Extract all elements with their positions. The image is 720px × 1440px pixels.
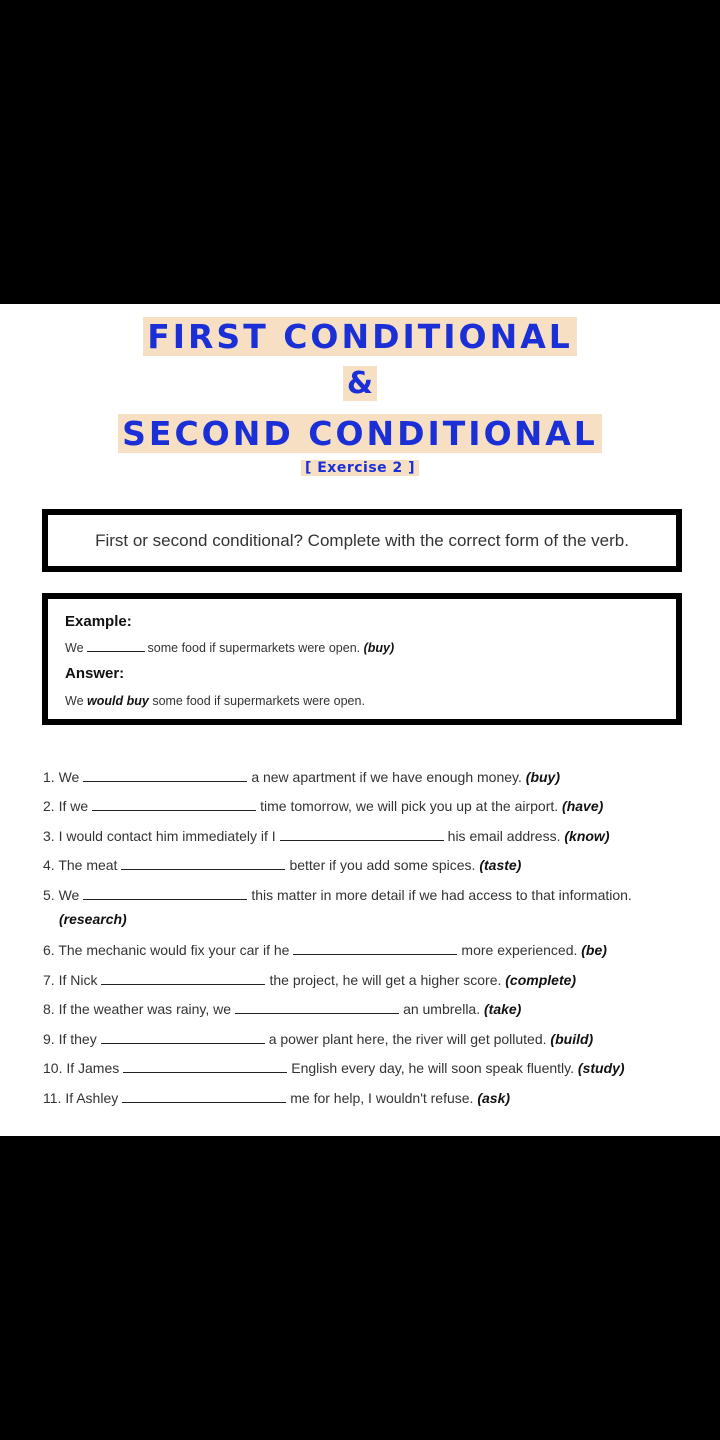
example-label: Example: bbox=[65, 613, 132, 630]
verb-hint: (taste) bbox=[479, 857, 522, 873]
question-text-after: his email address. bbox=[447, 828, 565, 844]
question-text-before: 11. If Ashley bbox=[43, 1090, 119, 1106]
question-text-after: an umbrella. bbox=[403, 1001, 484, 1017]
answer-blank[interactable] bbox=[280, 827, 444, 841]
question-text-before: 3. I would contact him immediately if I bbox=[43, 828, 276, 844]
question-text-before: 5. We bbox=[43, 887, 80, 903]
title-first-conditional: FIRST CONDITIONAL bbox=[0, 318, 720, 356]
verb-hint: (take) bbox=[484, 1001, 522, 1017]
verb-hint: (have) bbox=[562, 798, 604, 814]
answer-blank[interactable] bbox=[235, 1000, 399, 1014]
example-question: We some food if supermarkets were open. (buy) bbox=[65, 641, 395, 655]
question-text-before: 7. If Nick bbox=[43, 972, 98, 988]
question-item bbox=[43, 797, 603, 814]
question-text-after: a power plant here, the river will get polluted. bbox=[268, 1031, 551, 1047]
question-item-continued bbox=[59, 911, 127, 927]
question-item bbox=[43, 827, 609, 844]
question-text-after: the project, he will get a higher score. bbox=[269, 972, 506, 988]
verb-hint: (study) bbox=[577, 1060, 625, 1076]
question-text-before: 10. If James bbox=[43, 1060, 120, 1076]
question-item bbox=[43, 1030, 593, 1047]
answer-blank[interactable] bbox=[293, 941, 457, 955]
question-item bbox=[43, 886, 632, 903]
question-item bbox=[43, 1089, 510, 1106]
instruction-box bbox=[42, 509, 682, 572]
verb-hint: (be) bbox=[581, 942, 607, 958]
question-text-after: better if you add some spices. bbox=[289, 857, 480, 873]
question-text-before: 8. If the weather was rainy, we bbox=[43, 1001, 232, 1017]
question-text-after: me for help, I wouldn't refuse. bbox=[290, 1090, 478, 1106]
question-text-after: a new apartment if we have enough money. bbox=[251, 769, 526, 785]
answer-blank[interactable] bbox=[101, 1030, 265, 1044]
answer-blank[interactable] bbox=[83, 886, 247, 900]
verb-hint: (buy) bbox=[525, 769, 560, 785]
answer-blank[interactable] bbox=[83, 768, 247, 782]
instruction-text: First or second conditional? Complete with the correct form of the verb. bbox=[95, 531, 629, 550]
question-item bbox=[43, 1000, 521, 1017]
question-text-after: more experienced. bbox=[461, 942, 582, 958]
answer-blank[interactable] bbox=[101, 971, 265, 985]
example-answer: We would buy some food if supermarkets were open. bbox=[65, 694, 365, 708]
verb-hint: (ask) bbox=[477, 1090, 511, 1106]
question-text-before: 9. If they bbox=[43, 1031, 97, 1047]
exercise-label: [ Exercise 2 ] bbox=[0, 459, 720, 477]
answer-blank[interactable] bbox=[123, 1059, 287, 1073]
example-box bbox=[42, 593, 682, 725]
verb-hint: (build) bbox=[550, 1031, 594, 1047]
question-item bbox=[43, 768, 560, 785]
answer-blank[interactable] bbox=[121, 856, 285, 870]
worksheet-page bbox=[0, 304, 720, 1136]
question-text-before: 4. The meat bbox=[43, 857, 118, 873]
question-text-after: English every day, he will soon speak fluently. bbox=[291, 1060, 578, 1076]
answer-blank[interactable] bbox=[92, 797, 256, 811]
question-text-before: 2. If we bbox=[43, 798, 89, 814]
question-text-before: 6. The mechanic would fix your car if he bbox=[43, 942, 290, 958]
question-item bbox=[43, 1059, 625, 1076]
question-item bbox=[43, 856, 521, 873]
verb-hint: (complete) bbox=[505, 972, 577, 988]
title-ampersand: & bbox=[0, 366, 720, 402]
question-text-after: time tomorrow, we will pick you up at the airport. bbox=[260, 798, 563, 814]
verb-hint: (research) bbox=[59, 911, 127, 927]
verb-hint: (know) bbox=[564, 828, 610, 844]
title-second-conditional: SECOND CONDITIONAL bbox=[0, 415, 720, 453]
question-text-before: 1. We bbox=[43, 769, 80, 785]
answer-blank[interactable] bbox=[122, 1089, 286, 1103]
question-item bbox=[43, 941, 607, 958]
answer-label: Answer: bbox=[65, 665, 125, 682]
question-item bbox=[43, 971, 576, 988]
question-text-after: this matter in more detail if we had access to that information. bbox=[251, 887, 632, 903]
example-blank bbox=[87, 651, 145, 652]
